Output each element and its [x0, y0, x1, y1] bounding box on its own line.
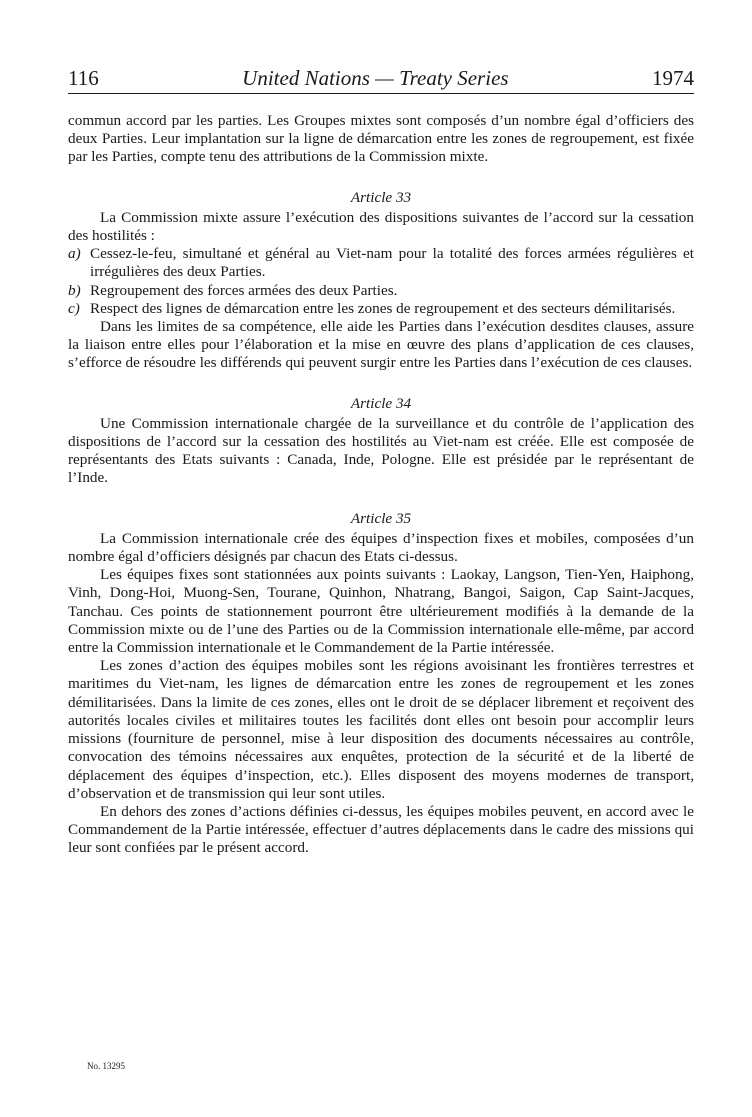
- intro-paragraph: commun accord par les parties. Les Groupes mixtes sont composés d’un nombre égal d’officiers des deux Parties. Leur implantation sur la ligne de démarcation entre les zones de regroupement, est fixée par les Parties, compte tenu des attributions de la Commission mixte.: [68, 112, 694, 166]
- article-35-paragraph: Les zones d’action des équipes mobiles sont les régions avoisinant les frontières terrestres et maritimes du Viet-nam, les lignes de démarcation entre les zones de regroupement et les zones démilitarisées. Dans la limite de ces zones, elles ont le droit de se déplacer librement et reçoivent des autorités locales civiles et militaires toutes les facilités dont elles ont besoin pour accomplir leurs missions (fourniture de personnel, mise à leur disposition des documents nécessaires au contrôle, convocation des témoins nécessaires aux enquêtes, protection de la sécurité et de la liberté de déplacement des équipes d’inspection, etc.). Elles disposent des moyens modernes de transport, d’observation et de transmission qui leur sont utiles.: [68, 657, 694, 802]
- page-number: 116: [68, 66, 99, 90]
- header-year: 1974: [652, 66, 694, 90]
- article-35-paragraph: Les équipes fixes sont stationnées aux points suivants : Laokay, Langson, Tien-Yen, Haiphong, Vinh, Dong-Hoi, Muong-Sen, Tourane, Quinhon, Nhatrang, Bangoi, Saigon, Cap Saint-Jacques, Tanchau. Ces points de stationnement pourront être ultérieurement modifiés à la demande de la Commission mixte ou de l’une des Parties ou de la Commission internationale elle-même, par accord entre la Commission internationale et le Commandement de la Partie intéressée.: [68, 566, 694, 657]
- list-marker: c): [68, 299, 80, 317]
- article-33-heading: Article 33: [350, 188, 412, 206]
- list-item-text: Regroupement des forces armées des deux Parties.: [90, 281, 398, 299]
- article-34-text: Une Commission internationale chargée de la surveillance et du contrôle de l’application des dispositions de l’accord sur la cessation des hostilités au Viet-nam est créée. Elle est composée de représentants des Etats suivants : Canada, Inde, Pologne. Elle est présidée par le représentant de l’Inde.: [68, 414, 694, 487]
- article-35-paragraph: La Commission internationale crée des équipes d’inspection fixes et mobiles, composées d’un nombre égal d’officiers désignés par chacun des Etats ci-dessus.: [68, 529, 694, 566]
- page-header: [68, 66, 694, 94]
- list-item: [68, 245, 694, 281]
- article-35-heading: Article 35: [350, 509, 412, 527]
- document-page: [68, 66, 694, 858]
- list-marker: a): [68, 245, 81, 263]
- article-34-heading: Article 34: [350, 394, 412, 412]
- list-item-text: Respect des lignes de démarcation entre les zones de regroupement et des secteurs démilitarisés.: [90, 299, 676, 317]
- article-33-lead: La Commission mixte assure l’exécution des dispositions suivantes de l’accord sur la cessation des hostilités :: [68, 208, 694, 245]
- list-item-text: Cessez-le-feu, simultané et général au Viet-nam pour la totalité des forces armées régulières et irrégulières des deux Parties.: [90, 245, 694, 281]
- article-33-closing: Dans les limites de sa compétence, elle aide les Parties dans l’exécution desdites clauses, assure la liaison entre elles pour l’élaboration et la mise en œuvre des plans d’application de ces clauses, s’efforce de résoudre les différends qui peuvent surgir entre les Parties dans l’exécution de ces clauses.: [68, 318, 694, 372]
- list-item: [68, 282, 694, 300]
- series-title: United Nations — Treaty Series: [242, 66, 509, 90]
- treaty-number: No. 13295: [87, 1061, 125, 1071]
- list-item: [68, 300, 694, 318]
- document-body: [68, 112, 694, 858]
- article-35-paragraph: En dehors des zones d’actions définies ci-dessus, les équipes mobiles peuvent, en accord avec le Commandement de la Partie intéressée, effectuer d’autres déplacements dans le cadre des missions qui leur sont confiées par le présent accord.: [68, 802, 694, 857]
- list-marker: b): [68, 281, 81, 299]
